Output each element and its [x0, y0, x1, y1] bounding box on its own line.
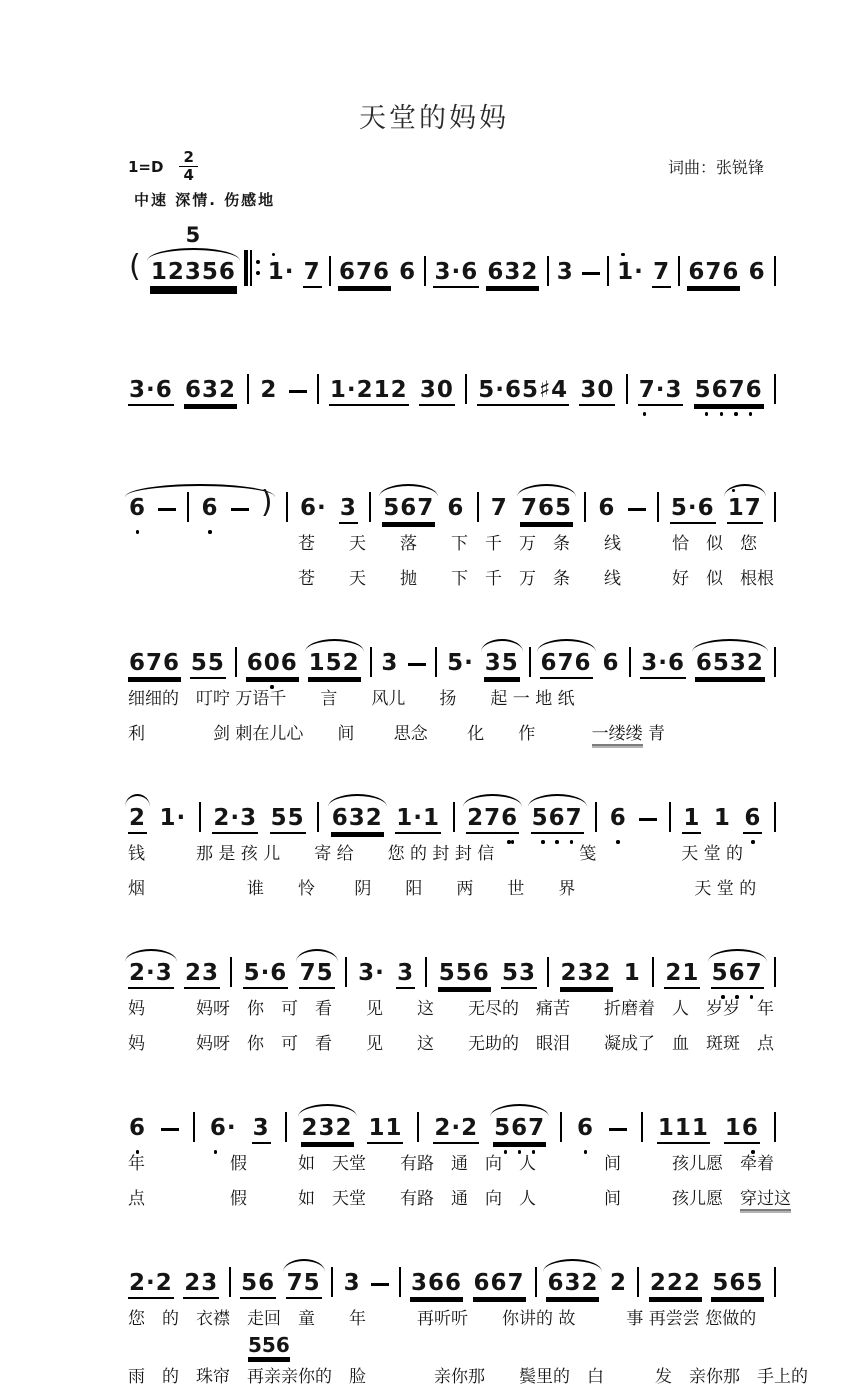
lyric-segment: 妈 妈呀 你 可 看 见 这 无助的 眼泪 凝成了 血 斑斑 点: [128, 1033, 774, 1054]
barline: [369, 492, 371, 522]
octave-dot: [270, 685, 274, 689]
notes-row: [128, 1223, 776, 1297]
lyric-segment: 利 剑 刺在儿心 间 思念 化 作: [128, 723, 592, 744]
barline: [774, 1267, 776, 1297]
lyrics-line: [128, 1364, 868, 1390]
octave-dot: [518, 1150, 522, 1154]
barline: [774, 374, 776, 404]
octave-dot: [584, 1150, 588, 1154]
note: 3·6: [434, 258, 479, 285]
system: [128, 603, 868, 747]
slur-arc: [537, 639, 596, 652]
barline: [285, 1112, 287, 1142]
barline: [230, 957, 232, 987]
note: 556: [438, 959, 490, 986]
repeat-sign: [244, 250, 260, 286]
repeat-sign-part: [256, 271, 260, 275]
barline: [317, 374, 319, 404]
system: [128, 1223, 868, 1390]
lyric-segment: 苍 天 抛 下 千 万 条 线 好 似 根根: [128, 568, 774, 589]
lyrics-line: [128, 876, 868, 902]
octave-dot: [621, 253, 625, 257]
barline: [535, 1267, 537, 1297]
note: 6: [743, 807, 762, 832]
note: 3: [339, 494, 357, 521]
note: 3·: [358, 959, 385, 986]
note: 3: [343, 1269, 361, 1296]
octave-dot: [541, 840, 545, 844]
octave-dot: [570, 840, 574, 844]
octave-dot: [732, 489, 736, 493]
barline: [199, 802, 201, 832]
note: 667: [473, 1269, 525, 1296]
octave-dots: [209, 1150, 238, 1154]
barline: [331, 1267, 333, 1297]
note: 6: [602, 649, 620, 676]
note: 1: [683, 804, 701, 831]
lyric-segment: 青: [642, 723, 666, 744]
note: 53: [501, 959, 536, 986]
note: 1·: [267, 261, 296, 286]
notes-row: [128, 448, 776, 522]
note: 6: [399, 258, 417, 285]
note: 6: [609, 807, 628, 832]
lyrics-line: [128, 1186, 868, 1212]
note: 23: [184, 1269, 219, 1296]
octave-dot: [532, 1150, 536, 1154]
barline: [424, 256, 426, 286]
note: 5676: [694, 379, 764, 404]
lyrics-line: [128, 721, 868, 747]
barline: [370, 647, 372, 677]
pickup-count: 5: [185, 222, 202, 247]
meter-numerator: 2: [179, 149, 197, 167]
octave-dot: [750, 995, 754, 999]
octave-dot: [272, 253, 276, 257]
slur-arc: [708, 949, 767, 962]
note: 2·3: [213, 804, 258, 831]
repeat-sign-part: [250, 250, 252, 286]
note: 6: [447, 494, 465, 521]
composer-credit: 词曲：张锐锋: [667, 158, 764, 178]
note: 632: [331, 807, 384, 832]
note: 5·65♯4: [478, 376, 569, 403]
note: 676: [129, 649, 181, 676]
duration-dash: [628, 508, 646, 511]
octave-dots: [128, 1150, 147, 1154]
octave-dots: [694, 412, 764, 416]
octave-dots: [743, 840, 762, 844]
barline: [547, 957, 549, 987]
lyric-segment: 点 假 如 天堂 有路 通 向 人 间 孩儿愿: [128, 1188, 740, 1209]
barline: [329, 256, 331, 286]
note: 606: [246, 652, 299, 677]
note: 111: [657, 1114, 709, 1141]
lyric-segment: 苍 天 落 下 千 万 条 线 恰 似 您: [128, 533, 757, 554]
duration-dash: [408, 663, 426, 666]
system: [128, 212, 868, 286]
octave-dots: [576, 1150, 595, 1154]
duration-dash: [158, 508, 176, 511]
octave-dot: [720, 412, 724, 416]
repeat-sign-part: [256, 260, 260, 275]
octave-dot: [214, 1150, 218, 1154]
note: 567: [382, 497, 435, 522]
note: 11: [368, 1114, 403, 1141]
octave-dots: [711, 995, 764, 999]
notes-row: [128, 1068, 776, 1142]
notes-row: [128, 913, 776, 987]
lyric-segment: 钱 那 是 孩 儿 寄 给 您 的 封 封 信 笺 天 堂 的: [128, 843, 744, 864]
note: 1: [623, 959, 641, 986]
lyrics-line: [128, 686, 868, 712]
slur-arc: [517, 484, 576, 497]
barline: [547, 256, 549, 286]
note: 30: [580, 376, 615, 403]
octave-dots: [616, 253, 645, 257]
note: 75: [299, 962, 335, 987]
note: 676: [688, 258, 740, 285]
note: 1·: [159, 804, 187, 831]
barline: [584, 492, 586, 522]
barline: [425, 957, 427, 987]
note: 75: [286, 1272, 322, 1297]
barline: [774, 802, 776, 832]
note: 6: [201, 497, 220, 522]
octave-dots: [724, 1150, 760, 1154]
slur-arc: [283, 1259, 325, 1272]
system: [128, 448, 868, 592]
octave-dot: [735, 995, 739, 999]
octave-dots: [638, 412, 684, 416]
octave-dot: [734, 412, 738, 416]
barline: [417, 1112, 419, 1142]
lyric-segment: 烟 谁 怜 阴 阳 两 世 界 天 堂 的: [128, 878, 757, 899]
barline: [626, 374, 628, 404]
note: 3·6: [641, 649, 685, 676]
lyric-segment: 一缕缕: [591, 723, 643, 744]
key-signature: [128, 149, 198, 185]
barline: [774, 647, 776, 677]
note: 6: [576, 1117, 595, 1142]
note: 676: [338, 258, 390, 285]
note: 222: [649, 1269, 701, 1296]
note: 152: [308, 652, 361, 677]
bracket: (: [129, 248, 142, 284]
duration-dash: [582, 272, 600, 275]
note: 276: [466, 807, 519, 832]
note: 1·1: [396, 804, 441, 831]
lyric-segment: 年 假 如 天堂 有路 通 向 人 间 孩儿愿 牵着: [128, 1153, 774, 1174]
note: 232: [560, 959, 612, 986]
barline: [247, 374, 249, 404]
barline: [774, 492, 776, 522]
ossia-notes: [128, 1332, 868, 1357]
note: 1·212: [329, 376, 408, 403]
slur-arc: [305, 639, 364, 652]
slur-arc: [463, 794, 522, 807]
notes-row: [128, 212, 776, 286]
octave-dots: [727, 489, 763, 493]
notes-row: [128, 330, 776, 404]
barline: [560, 1112, 562, 1142]
repeat-sign-part: [256, 260, 260, 264]
slur-arc: [125, 794, 150, 807]
note: 6: [598, 494, 616, 521]
note: 3: [397, 959, 415, 986]
duration-dash: [371, 1283, 389, 1286]
slur-arc: [147, 248, 240, 261]
barline: [235, 647, 237, 677]
barline: [774, 1112, 776, 1142]
note: 21: [665, 959, 700, 986]
barline: [435, 647, 437, 677]
octave-dot: [511, 840, 515, 844]
barline: [669, 802, 671, 832]
octave-dot: [136, 1150, 140, 1154]
tempo-marking: 中速 深情. 伤感地: [134, 190, 276, 209]
duration-dash: [161, 1128, 179, 1131]
octave-dots: [246, 685, 299, 689]
barline: [465, 374, 467, 404]
notes-row: [128, 603, 776, 677]
octave-dot: [751, 840, 755, 844]
slur-arc: [692, 639, 768, 652]
time-signature: [179, 149, 197, 185]
slur-arc: [298, 1104, 357, 1117]
lyrics-line: [128, 566, 868, 592]
slur-arc: [125, 484, 275, 497]
note: 6·: [299, 494, 327, 521]
octave-dot: [616, 840, 620, 844]
note: 17: [727, 497, 763, 522]
slur-arc: [296, 949, 338, 962]
note: 366: [411, 1269, 463, 1296]
lyric-segment: 您 的 衣襟 走回 童 年 再听听 你讲的 故 事 再尝尝 您做的: [128, 1308, 757, 1329]
octave-dot: [504, 1150, 508, 1154]
note: 1·: [616, 261, 645, 286]
octave-dots: [201, 530, 220, 534]
note: 3: [252, 1114, 270, 1141]
system: [128, 330, 868, 404]
note: 6: [128, 497, 147, 522]
barline: [477, 492, 479, 522]
duration-dash: [639, 818, 657, 821]
octave-dots: [128, 530, 147, 534]
note: 6: [748, 258, 766, 285]
barline: [652, 957, 654, 987]
system: [128, 758, 868, 902]
note: 676: [540, 652, 593, 677]
lyrics-line: [128, 531, 868, 557]
slur-arc: [543, 1259, 602, 1272]
barline: [229, 1267, 231, 1297]
barline: [345, 957, 347, 987]
note: 23: [185, 959, 220, 986]
slur-arc: [328, 794, 387, 807]
lyric-segment: 妈 妈呀 你 可 看 见 这 无尽的 痛苦 折磨着 人 岁岁 年: [128, 998, 774, 1019]
slur-arc: [490, 1104, 549, 1117]
lyric-segment: [128, 1333, 248, 1357]
barline: [657, 492, 659, 522]
barline: [678, 256, 680, 286]
note: 35: [484, 652, 520, 677]
barline: [453, 802, 455, 832]
note: 632: [184, 376, 236, 403]
meta-row: [128, 149, 764, 185]
barline: [607, 256, 609, 286]
notes-row: [128, 758, 776, 832]
octave-dots: [267, 253, 296, 257]
note: 567: [493, 1117, 546, 1142]
octave-dot: [705, 412, 709, 416]
note: 5·: [447, 649, 474, 676]
note: 232: [301, 1117, 354, 1142]
key-label: 1=D: [128, 157, 164, 176]
slur-arc: [379, 484, 438, 497]
barline: [637, 1267, 639, 1297]
lyric-segment: 556: [248, 1332, 290, 1357]
note: 16: [724, 1117, 760, 1142]
octave-dot: [208, 530, 212, 534]
note: 12356 5: [150, 261, 237, 286]
octave-dot: [643, 412, 647, 416]
note: 2: [128, 807, 147, 832]
octave-dot: [749, 412, 753, 416]
note: 7: [653, 258, 671, 285]
barline: [641, 1112, 643, 1142]
lyrics-line: [128, 1151, 868, 1177]
slur-arc: [481, 639, 523, 652]
note: 765: [520, 497, 573, 522]
note: 3: [381, 649, 399, 676]
lyrics-line: [128, 841, 868, 867]
repeat-sign-part: [244, 250, 248, 286]
bracket: ): [260, 484, 274, 520]
note: 1: [713, 804, 731, 831]
octave-dot: [751, 1150, 755, 1154]
octave-dot: [555, 840, 559, 844]
song-title: 天堂的妈妈: [359, 103, 509, 134]
lyrics-line: [128, 1031, 868, 1057]
octave-dots: [531, 840, 584, 844]
note: 55: [190, 649, 225, 676]
system: [128, 913, 868, 1057]
note: 6532: [695, 652, 765, 677]
note: 2·3: [128, 962, 174, 987]
barline: [317, 802, 319, 832]
note: 2·2: [129, 1269, 173, 1296]
note: 6·: [209, 1117, 238, 1142]
note: 5·6: [243, 959, 288, 986]
octave-dots: [493, 1150, 546, 1154]
note: 567: [711, 962, 764, 987]
note: 3·6: [129, 376, 173, 403]
barline: [529, 647, 531, 677]
barline: [595, 802, 597, 832]
note: 56: [241, 1269, 276, 1296]
system: [128, 1068, 868, 1212]
barline: [629, 647, 631, 677]
meter-denominator: 4: [183, 166, 194, 185]
note: 6: [128, 1117, 147, 1142]
barline: [286, 492, 288, 522]
note: 2: [609, 1269, 627, 1296]
slur-arc: [528, 794, 587, 807]
slur-arc: [125, 949, 177, 962]
note: 565: [712, 1269, 764, 1296]
octave-dot: [721, 995, 725, 999]
barline: [399, 1267, 401, 1297]
note: 7: [303, 258, 321, 285]
note: 567: [531, 807, 584, 832]
note: 2: [260, 376, 278, 403]
octave-dot: [136, 530, 140, 534]
barline: [193, 1112, 195, 1142]
note: 30: [419, 376, 454, 403]
note: 2·2: [434, 1114, 479, 1141]
lyrics-line: [128, 1306, 868, 1332]
note: 7: [490, 494, 508, 521]
lyric-segment: 细细的 叮咛 万语千 言 风儿 扬 起 一 地 纸: [128, 688, 575, 709]
note: 55: [270, 804, 305, 831]
note: 5·6: [670, 494, 715, 521]
duration-dash: [231, 508, 249, 511]
lyric-segment: 穿过这: [740, 1188, 791, 1209]
note: 632: [487, 258, 539, 285]
duration-dash: [609, 1128, 627, 1131]
octave-dots: [466, 840, 519, 844]
duration-dash: [289, 390, 307, 393]
barline: [774, 957, 776, 987]
barline: [774, 256, 776, 286]
lyrics-line: [128, 996, 868, 1022]
note: 3: [556, 258, 574, 285]
octave-dots: [609, 840, 628, 844]
lyric-segment: 雨 的 珠帘 再亲亲你的 脸 亲你那 鬓里的 白 发 亲你那 手上的: [128, 1366, 808, 1387]
score: [0, 212, 868, 1390]
note: 7·3: [638, 379, 684, 404]
note: 632: [546, 1272, 599, 1297]
